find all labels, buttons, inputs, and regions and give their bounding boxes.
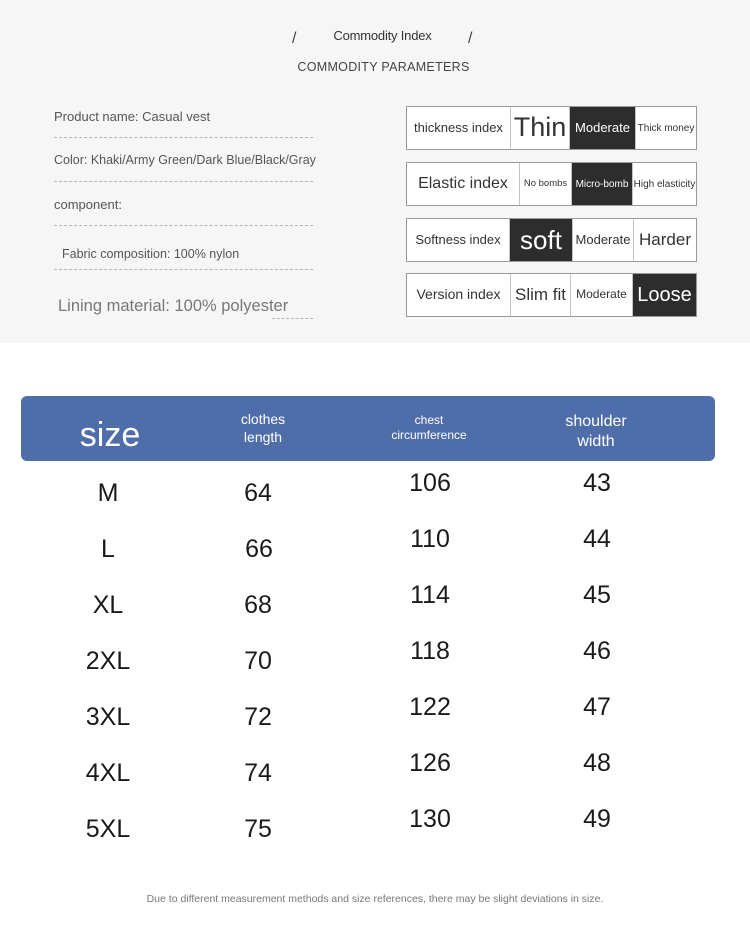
index-option: Harder — [633, 219, 696, 261]
param-fabric-composition: Fabric composition: 100% nylon — [62, 247, 240, 261]
index-label: Version index — [416, 286, 501, 303]
index-option: Moderate — [572, 219, 633, 261]
index-option: Thin — [510, 107, 569, 149]
table-cell-length: 70 — [244, 647, 272, 675]
divider — [54, 137, 313, 138]
table-cell-chest: 122 — [409, 693, 451, 721]
decorative-slash-left: / — [292, 30, 297, 47]
table-cell-shoulder: 45 — [583, 581, 611, 609]
param-product-name: Product name: Casual vest — [54, 109, 211, 124]
index-option: Thick money — [635, 107, 696, 149]
index-option-selected: Loose — [632, 274, 696, 316]
table-cell-chest: 126 — [409, 749, 451, 777]
table-cell-length: 72 — [244, 703, 272, 731]
table-cell-size: 2XL — [85, 647, 131, 675]
index-option: No bombs — [519, 163, 571, 205]
divider — [54, 269, 313, 270]
table-cell-shoulder: 46 — [583, 637, 611, 665]
column-header-chest-circumference: chest circumference — [391, 413, 467, 442]
table-cell-chest: 110 — [410, 525, 450, 553]
softness-index-row — [406, 218, 697, 262]
table-cell-chest: 114 — [410, 581, 450, 609]
table-cell-shoulder: 44 — [583, 525, 611, 553]
index-option-selected: Moderate — [569, 107, 635, 149]
column-header-shoulder-width: shoulder width — [565, 413, 627, 450]
table-cell-shoulder: 43 — [583, 469, 611, 497]
version-index-row — [406, 273, 697, 317]
table-cell-length: 64 — [244, 479, 272, 507]
size-table-header — [21, 396, 715, 461]
table-cell-chest: 118 — [410, 637, 450, 665]
index-option-selected: soft — [509, 219, 572, 261]
divider — [54, 225, 313, 226]
table-cell-length: 66 — [245, 535, 273, 563]
index-option-selected: Micro-bomb — [571, 163, 632, 205]
table-cell-size: XL — [92, 591, 124, 619]
table-cell-length: 75 — [244, 815, 272, 843]
table-cell-shoulder: 48 — [583, 749, 611, 777]
commodity-parameters-section — [0, 0, 750, 343]
table-cell-size: 4XL — [85, 759, 131, 787]
index-option: Slim fit — [510, 274, 570, 316]
table-cell-length: 68 — [244, 591, 272, 619]
decorative-slash-right: / — [468, 30, 473, 47]
section-title: Commodity Index — [333, 28, 432, 43]
table-cell-shoulder: 47 — [583, 693, 611, 721]
table-cell-length: 74 — [244, 759, 272, 787]
divider — [272, 318, 313, 319]
divider — [54, 181, 313, 182]
index-option: Moderate — [570, 274, 632, 316]
table-cell-size: M — [97, 479, 119, 507]
index-option: High elasticity — [632, 163, 696, 205]
index-label: Softness index — [415, 231, 501, 247]
table-cell-shoulder: 49 — [583, 805, 611, 833]
column-header-clothes-length: clothes length — [240, 411, 286, 445]
table-cell-chest: 106 — [409, 469, 451, 497]
section-subtitle: COMMODITY PARAMETERS — [297, 60, 470, 74]
table-cell-size: 5XL — [85, 815, 131, 843]
param-color: Color: Khaki/Army Green/Dark Blue/Black/Gray — [54, 153, 316, 167]
column-header-size: size — [79, 416, 141, 454]
table-cell-size: 3XL — [85, 703, 131, 731]
elastic-index-row — [406, 162, 697, 206]
param-lining-material: Lining material: 100% polyester — [58, 297, 289, 315]
param-component: component: — [54, 197, 122, 212]
thickness-index-row — [406, 106, 697, 150]
index-label: Elastic index — [418, 175, 508, 193]
size-deviation-note: Due to different measurement methods and size references, there may be slight deviations in size. — [146, 893, 604, 905]
table-cell-chest: 130 — [409, 805, 451, 833]
table-cell-size: L — [101, 535, 115, 563]
index-label: thickness index — [414, 119, 503, 135]
